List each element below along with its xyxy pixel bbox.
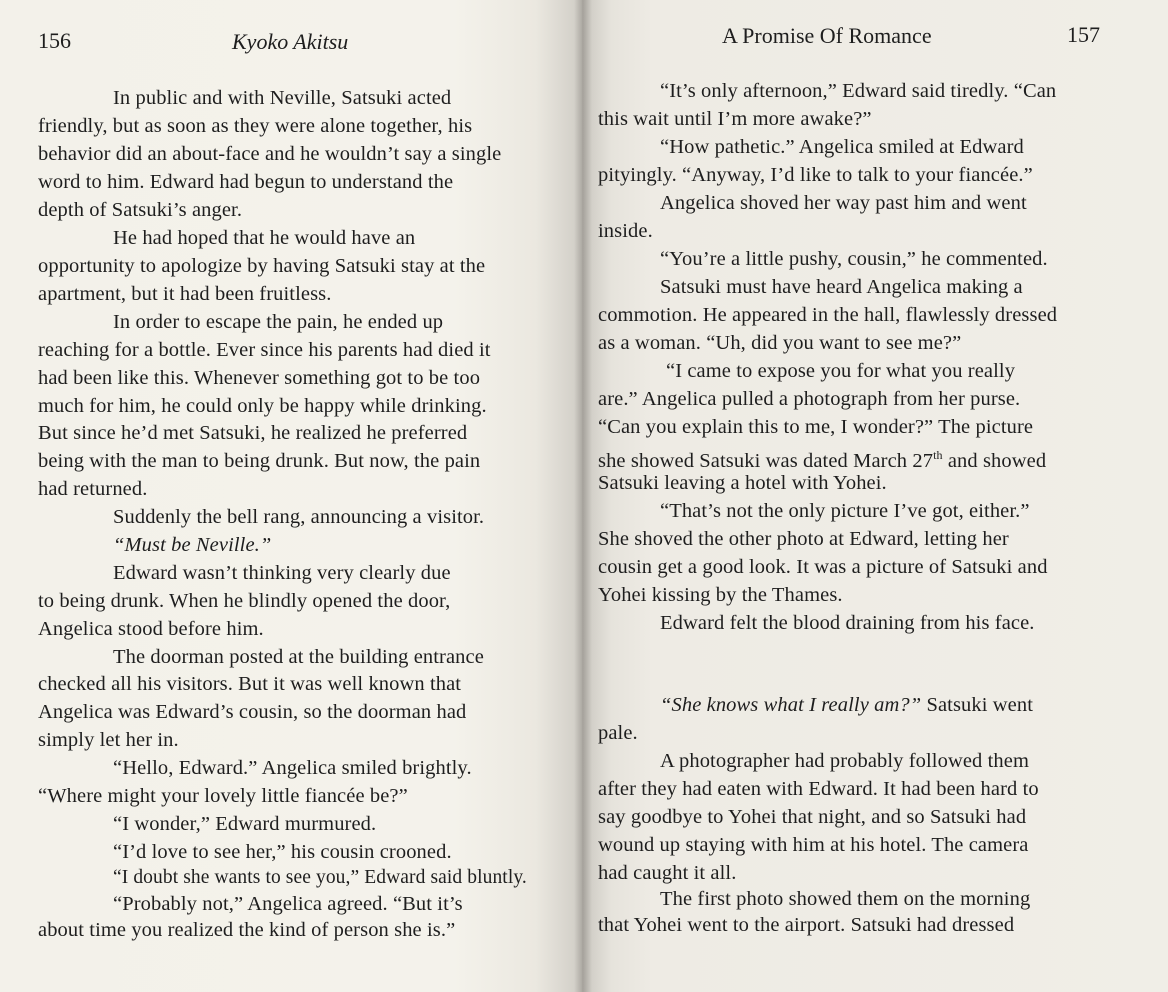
ordinal-suffix: th: [933, 448, 943, 462]
text-line: “That’s not the only picture I’ve got, either.”: [660, 500, 1030, 522]
text-line: Suddenly the bell rang, announcing a visitor.: [113, 506, 485, 528]
text-line: Angelica stood before him.: [38, 618, 264, 640]
text-line: opportunity to apologize by having Satsuki stay at the: [38, 255, 486, 277]
text-line: to being drunk. When he blindly opened the door,: [38, 590, 451, 612]
text-line: “I came to expose you for what you really: [666, 360, 1016, 382]
text-line: behavior did an about-face and he wouldn’t say a single: [38, 143, 502, 165]
text-line: Satsuki must have heard Angelica making a: [660, 276, 1023, 298]
text-line: pityingly. “Anyway, I’d like to talk to your fiancée.”: [598, 164, 1033, 186]
left-running-head: Kyoko Akitsu: [232, 29, 349, 54]
text-line: reaching for a bottle. Ever since his parents had died it: [38, 339, 491, 361]
text-line: had returned.: [38, 478, 148, 500]
text-line: commotion. He appeared in the hall, flawlessly dressed: [598, 304, 1058, 326]
text-line: simply let her in.: [38, 729, 179, 751]
text-line: A photographer had probably followed them: [660, 750, 1030, 772]
text-line: wound up staying with him at his hotel. The camera: [598, 834, 1029, 856]
right-page: [582, 0, 1168, 992]
left-page: [0, 0, 582, 992]
text-line: “Probably not,” Angelica agreed. “But it’s: [113, 893, 463, 915]
text-line: She shoved the other photo at Edward, letting her: [598, 528, 1009, 550]
text-line: In order to escape the pain, he ended up: [113, 311, 444, 333]
text-line: Edward felt the blood draining from his face.: [660, 612, 1035, 634]
text-line: word to him. Edward had begun to understand the: [38, 171, 454, 193]
text-line: “How pathetic.” Angelica smiled at Edward: [660, 136, 1024, 158]
text-line-part: “She knows what I really am?”: [660, 694, 922, 716]
text-line: much for him, he could only be happy while drinking.: [38, 395, 487, 417]
text-line: Satsuki leaving a hotel with Yohei.: [598, 472, 887, 494]
text-line: “It’s only afternoon,” Edward said tiredly. “Can: [660, 80, 1057, 102]
text-line: But since he’d met Satsuki, he realized he preferred: [38, 422, 468, 444]
text-line: “Must be Neville.”: [113, 534, 272, 556]
text-line: “Can you explain this to me, I wonder?” The picture: [598, 416, 1034, 438]
text-line-part: she showed Satsuki was dated March 27: [598, 449, 934, 472]
text-line: “Where might your lovely little fiancée be?”: [38, 785, 408, 807]
text-line: that Yohei went to the airport. Satsuki had dressed: [598, 914, 1015, 936]
text-line: “I’d love to see her,” his cousin crooned.: [113, 841, 452, 863]
right-page-number: 157: [1067, 22, 1100, 47]
text-line: pale.: [598, 722, 638, 744]
text-line: say goodbye to Yohei that night, and so Satsuki had: [598, 806, 1027, 828]
book-gutter: [574, 0, 592, 992]
text-line: Edward wasn’t thinking very clearly due: [113, 562, 451, 584]
text-line: had caught it all.: [598, 862, 737, 884]
text-line: depth of Satsuki’s anger.: [38, 199, 243, 221]
text-line: Angelica was Edward’s cousin, so the doorman had: [38, 701, 467, 723]
right-running-head: A Promise Of Romance: [722, 23, 932, 48]
text-line: He had hoped that he would have an: [113, 227, 416, 249]
text-line: “You’re a little pushy, cousin,” he commented.: [660, 248, 1048, 270]
text-line: after they had eaten with Edward. It had been hard to: [598, 778, 1039, 800]
text-line: The first photo showed them on the morning: [660, 888, 1031, 910]
text-line: had been like this. Whenever something got to be too: [38, 367, 481, 389]
text-line: this wait until I’m more awake?”: [598, 108, 872, 130]
left-page-number: 156: [38, 28, 71, 53]
text-line: checked all his visitors. But it was well known that: [38, 673, 462, 695]
text-line: “Hello, Edward.” Angelica smiled brightly.: [113, 757, 472, 779]
text-line: about time you realized the kind of person she is.”: [38, 919, 456, 941]
text-line: as a woman. “Uh, did you want to see me?”: [598, 332, 962, 354]
text-line: being with the man to being drunk. But now, the pain: [38, 450, 481, 472]
text-line-part: Satsuki went: [921, 694, 1034, 716]
text-line: [660, 693, 1033, 717]
text-line: apartment, but it had been fruitless.: [38, 283, 332, 305]
text-line: are.” Angelica pulled a photograph from her purse.: [598, 388, 1021, 410]
text-line: In public and with Neville, Satsuki acted: [113, 87, 452, 109]
text-line: [598, 443, 1046, 473]
text-line: friendly, but as soon as they were alone together, his: [38, 115, 473, 137]
text-line: inside.: [598, 220, 653, 242]
text-line: Angelica shoved her way past him and went: [660, 192, 1027, 214]
text-line-part: and showed: [942, 449, 1047, 472]
text-line: Yohei kissing by the Thames.: [598, 584, 843, 606]
text-line: “I wonder,” Edward murmured.: [113, 813, 377, 835]
text-line: “I doubt she wants to see you,” Edward said bluntly.: [113, 867, 527, 888]
text-line: cousin get a good look. It was a picture of Satsuki and: [598, 556, 1048, 578]
text-line: The doorman posted at the building entrance: [113, 646, 484, 668]
